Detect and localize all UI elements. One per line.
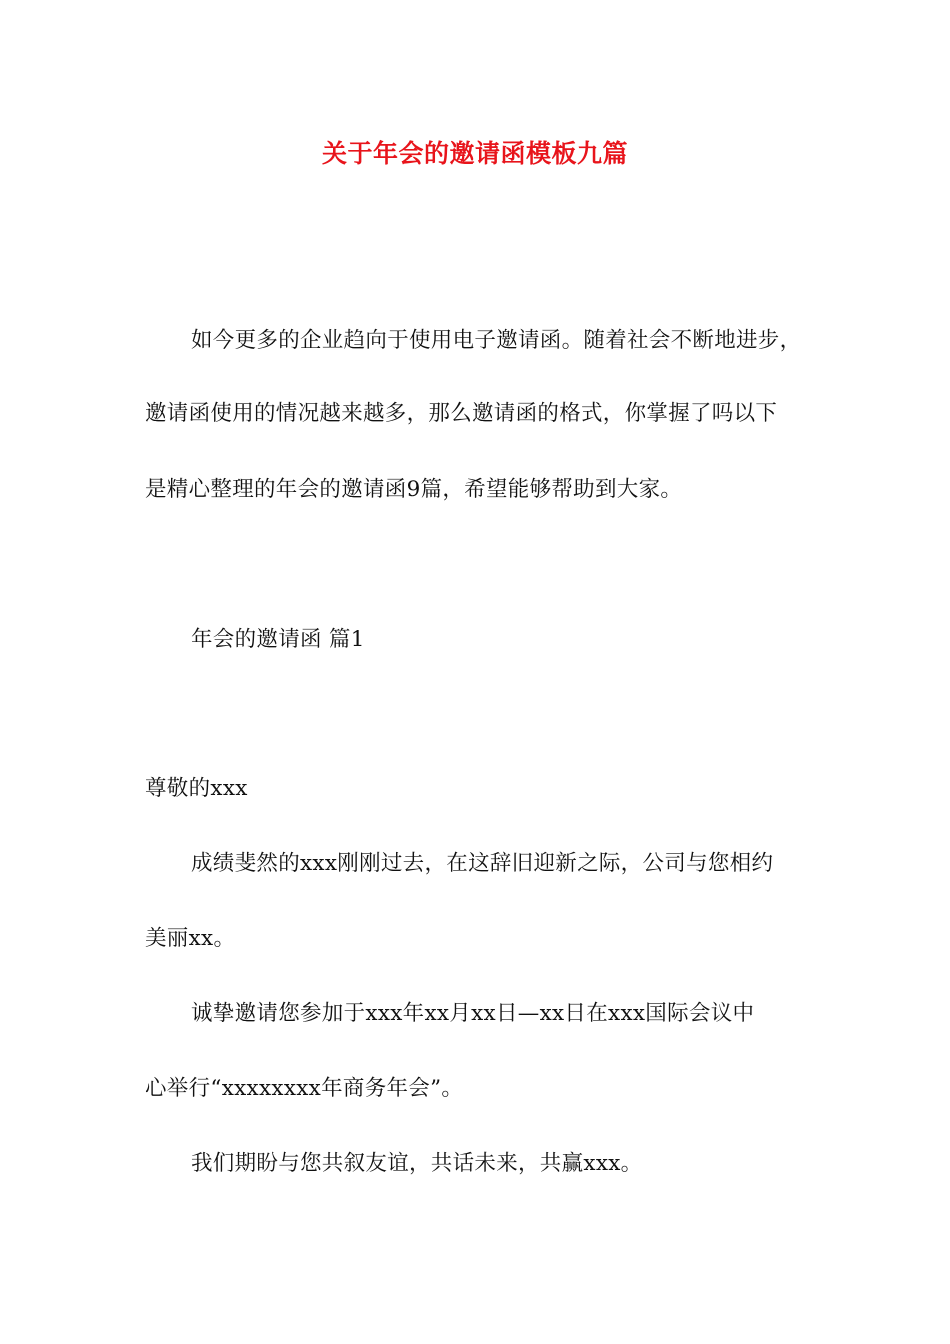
intro-line: 如今更多的企业趋向于使用电子邀请函。随着社会不断地进步， xyxy=(191,328,802,353)
section-heading: 年会的邀请函 篇1 xyxy=(191,627,365,652)
body-line: 我们期盼与您共叙友谊，共话未来，共赢xxx。 xyxy=(191,1151,643,1176)
body-line: 美丽xx。 xyxy=(145,926,236,951)
document-title: 关于年会的邀请函模板九篇 xyxy=(321,139,628,168)
body-line: 心举行“xxxxxxxx年商务年会”。 xyxy=(145,1076,464,1101)
intro-line: 邀请函使用的情况越来越多，那么邀请函的格式，你掌握了吗以下 xyxy=(145,401,778,426)
salutation: 尊敬的xxx xyxy=(145,776,248,801)
body-line: 成绩斐然的xxx刚刚过去，在这辞旧迎新之际，公司与您相约 xyxy=(191,851,774,876)
intro-line: 是精心整理的年会的邀请函9篇，希望能够帮助到大家。 xyxy=(145,477,683,502)
body-line: 诚挚邀请您参加于xxx年xx月xx日—xx日在xxx国际会议中 xyxy=(191,1001,755,1026)
